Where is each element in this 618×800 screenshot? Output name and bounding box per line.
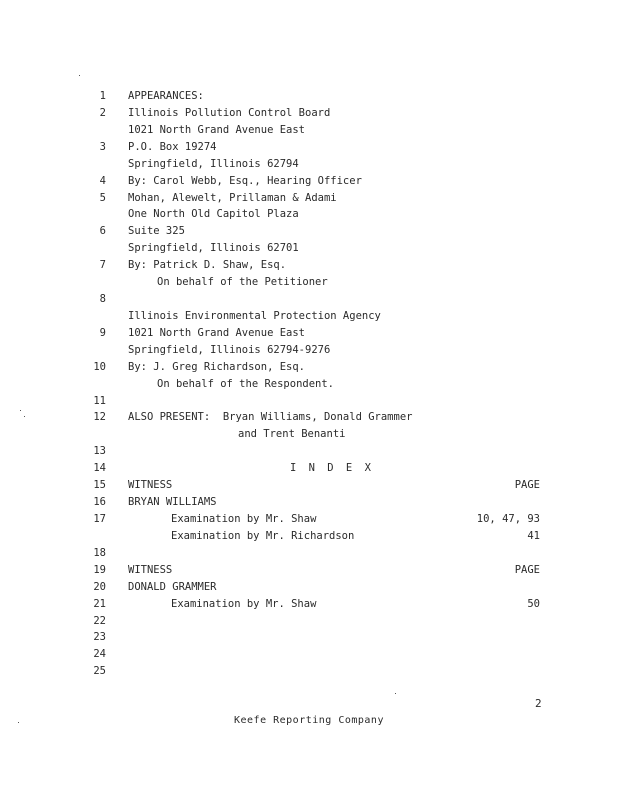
transcript-line <box>0 545 618 562</box>
line-text: 1021 North Grand Avenue East <box>128 326 306 339</box>
line-text: WITNESS <box>128 563 173 576</box>
transcript-line <box>0 291 618 308</box>
transcript-line <box>0 393 618 410</box>
scan-speck <box>79 75 80 76</box>
line-number: 11 <box>93 394 106 407</box>
line-number: 22 <box>93 614 106 627</box>
index-page-ref: PAGE <box>514 479 540 492</box>
line-text: Examination by Mr. Shaw <box>171 513 317 525</box>
transcript-line <box>0 325 618 342</box>
transcript-line <box>0 596 618 613</box>
line-number: 15 <box>93 479 106 492</box>
line-number: 19 <box>93 563 106 576</box>
line-text: One North Old Capitol Plaza <box>128 208 299 221</box>
transcript-line <box>0 477 618 494</box>
line-text: Springfield, Illinois 62794-9276 <box>128 343 331 356</box>
index-page-ref: 41 <box>527 529 540 542</box>
scan-speck <box>395 693 396 694</box>
transcript-line <box>0 88 618 105</box>
line-number: 20 <box>93 580 106 593</box>
line-number: 8 <box>99 293 106 306</box>
line-number: 13 <box>93 445 106 458</box>
line-text: Illinois Environmental Protection Agency <box>128 309 381 322</box>
line-number: 6 <box>99 225 106 238</box>
line-number: 2 <box>99 106 106 119</box>
line-number: 7 <box>99 259 106 272</box>
line-text: 1021 North Grand Avenue East <box>128 123 306 136</box>
line-text: I N D E X <box>290 462 374 475</box>
line-text: Examination by Mr. Richardson <box>171 529 355 542</box>
transcript-line <box>0 562 618 579</box>
transcript-line <box>0 579 618 596</box>
line-text: WITNESS <box>128 479 173 492</box>
line-text: and Trent Benanti <box>238 428 346 441</box>
line-text: Springfield, Illinois 62701 <box>128 242 299 255</box>
line-number: 9 <box>99 326 106 339</box>
transcript-line <box>0 376 618 393</box>
transcript-line <box>0 240 618 257</box>
line-number: 18 <box>93 546 106 559</box>
transcript-line <box>0 663 618 680</box>
transcript-line <box>0 359 618 376</box>
line-text: On behalf of the Petitioner <box>157 276 328 289</box>
scan-speck <box>20 410 21 411</box>
transcript-line <box>0 646 618 663</box>
transcript-line <box>0 409 618 426</box>
transcript-line <box>0 105 618 122</box>
scan-speck <box>24 416 25 417</box>
transcript-line <box>0 206 618 223</box>
line-number: 1 <box>99 90 106 102</box>
line-text: By: Patrick D. Shaw, Esq. <box>128 259 287 272</box>
line-number: 5 <box>99 191 106 204</box>
line-number: 16 <box>93 496 106 509</box>
transcript-line <box>0 342 618 359</box>
line-number: 12 <box>93 411 106 424</box>
transcript-line <box>0 426 618 443</box>
index-page-ref: 50 <box>527 597 540 610</box>
transcript-line <box>0 122 618 139</box>
line-number: 4 <box>99 174 106 187</box>
line-text: By: Carol Webb, Esq., Hearing Officer <box>128 174 362 187</box>
transcript-line <box>0 156 618 173</box>
line-number: 23 <box>93 631 106 644</box>
line-text: Mohan, Alewelt, Prillaman & Adami <box>128 191 337 204</box>
transcript-line <box>0 190 618 207</box>
line-number: 10 <box>93 360 106 373</box>
transcript-line <box>0 223 618 240</box>
transcript-line <box>0 274 618 291</box>
transcript-line <box>0 613 618 630</box>
transcript-line <box>0 511 618 528</box>
transcript-line <box>0 173 618 190</box>
line-text: Examination by Mr. Shaw <box>171 597 317 610</box>
line-text: ALSO PRESENT: Bryan Williams, Donald Grammer <box>128 411 413 424</box>
line-text: APPEARANCES: <box>128 90 204 102</box>
transcript-line <box>0 494 618 511</box>
transcript-line <box>0 139 618 156</box>
line-text: DONALD GRAMMER <box>128 580 217 593</box>
page-number: 2 <box>535 697 542 710</box>
line-text: BRYAN WILLIAMS <box>128 496 217 509</box>
line-text: By: J. Greg Richardson, Esq. <box>128 360 306 373</box>
index-page-ref: 10, 47, 93 <box>476 513 540 525</box>
transcript-line <box>0 528 618 545</box>
line-text: On behalf of the Respondent. <box>157 377 335 390</box>
line-text: Suite 325 <box>128 225 185 238</box>
transcript-line <box>0 308 618 325</box>
line-text: Illinois Pollution Control Board <box>128 106 331 119</box>
transcript-line <box>0 629 618 646</box>
index-page-ref: PAGE <box>514 563 540 576</box>
line-number: 25 <box>93 665 106 678</box>
transcript-line <box>0 257 618 274</box>
transcript-line <box>0 443 618 460</box>
line-number: 21 <box>93 597 106 610</box>
line-number: 3 <box>99 140 106 153</box>
line-number: 24 <box>93 648 106 661</box>
line-number: 14 <box>93 462 106 475</box>
line-number: 17 <box>93 513 106 525</box>
transcript-line <box>0 460 618 477</box>
line-text: Springfield, Illinois 62794 <box>128 157 299 170</box>
footer-reporter: Keefe Reporting Company <box>234 715 384 726</box>
line-text: P.O. Box 19274 <box>128 140 217 153</box>
